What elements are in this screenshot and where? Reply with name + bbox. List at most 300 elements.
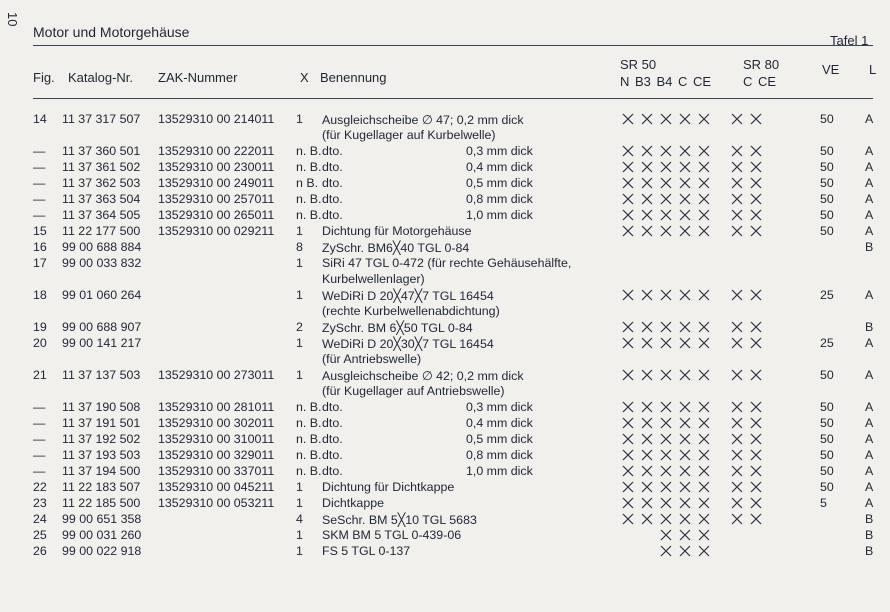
quantity-cell: n. B. [296,192,322,206]
fig-cell: 24 [33,512,47,526]
zak-cell: 13529310 00 265011 [158,208,275,222]
cross-mark-icon [622,321,634,333]
fig-cell: — [33,400,46,414]
katalog-cell: 11 22 177 500 [62,224,141,238]
quantity-cell: 1 [296,112,303,126]
header-x: X [300,70,309,85]
cross-mark-icon [679,337,691,349]
quantity-cell: 1 [296,368,303,382]
quantity-cell: n. B. [296,160,322,174]
cross-mark-icon [660,145,672,157]
cross-mark-icon [641,337,653,349]
top-rule [33,45,873,46]
dimension-cell: 0,5 mm dick [466,176,533,190]
zak-cell: 13529310 00 302011 [158,416,275,430]
quantity-cell: n. B. [296,464,322,478]
fig-cell: 19 [33,320,47,334]
cross-mark-icon [698,417,710,429]
ve-cell: 50 [820,416,834,430]
benennung-continuation: (für Kugellager auf Kurbelwelle) [322,128,496,142]
benennung-cell: ZySchr. BM6╳40 TGL 0-84 [322,241,470,255]
benennung-cell: dto. [322,464,343,478]
tafel-label: Tafel 1 [830,33,869,48]
cross-mark-icon [622,193,634,205]
cross-mark-icon [679,545,691,557]
cross-mark-icon [750,465,762,477]
dimension-cell: 1,0 mm dick [466,464,533,478]
quantity-cell: n. B. [296,208,322,222]
quantity-cell: 1 [296,528,303,542]
header-zak: ZAK-Nummer [158,70,238,85]
cross-mark-icon [750,369,762,381]
cross-mark-icon [731,161,743,173]
fig-cell: — [33,416,46,430]
header-sr80-sub: C CE [743,74,777,89]
quantity-cell: 1 [296,336,303,350]
zak-cell: 13529310 00 214011 [158,112,275,126]
l-cell: B [865,512,874,526]
ve-cell: 50 [820,400,834,414]
dimension-cell: 0,3 mm dick [466,144,533,158]
katalog-cell: 99 00 141 217 [62,336,142,350]
header-katalog: Katalog-Nr. [68,70,134,85]
katalog-cell: 99 00 651 358 [62,512,142,526]
cross-mark-icon [750,145,762,157]
quantity-cell: 1 [296,496,303,510]
cross-mark-icon [641,417,653,429]
cross-mark-icon [731,225,743,237]
l-cell: A [865,448,874,462]
cross-mark-icon [641,289,653,301]
cross-mark-icon [660,481,672,493]
fig-cell: 23 [33,496,47,510]
benennung-cell: dto. [322,192,343,206]
cross-mark-icon [641,465,653,477]
cross-mark-icon [641,433,653,445]
cross-mark-icon [731,513,743,525]
l-cell: A [865,288,874,302]
katalog-cell: 11 22 183 507 [62,480,141,494]
cross-mark-icon [622,161,634,173]
benennung-cell: Ausgleichscheibe ∅ 42; 0,2 mm dick [322,369,524,383]
cross-mark-icon [660,545,672,557]
benennung-cell: Ausgleichscheibe ∅ 47; 0,2 mm dick [322,113,524,127]
cross-mark-icon [641,145,653,157]
fig-cell: — [33,464,46,478]
katalog-cell: 11 37 362 503 [62,176,141,190]
quantity-cell: 1 [296,224,303,238]
cross-mark-icon [750,225,762,237]
cross-mark-icon [750,321,762,333]
cross-mark-icon [698,545,710,557]
zak-cell: 13529310 00 329011 [158,448,275,462]
cross-mark-icon [698,209,710,221]
benennung-cell: dto. [322,208,343,222]
header-fig: Fig. [33,70,55,85]
ve-cell: 50 [820,192,834,206]
quantity-cell: n B. [296,176,319,190]
katalog-cell: 99 00 033 832 [62,256,142,270]
cross-mark-icon [641,401,653,413]
fig-cell: 17 [33,256,47,270]
l-cell: B [865,528,874,542]
fig-cell: 18 [33,288,47,302]
fig-cell: 21 [33,368,47,382]
katalog-cell: 11 37 193 503 [62,448,141,462]
cross-mark-icon [698,225,710,237]
cross-mark-icon [731,337,743,349]
cross-mark-icon [750,337,762,349]
cross-mark-icon [698,369,710,381]
cross-mark-icon [641,497,653,509]
cross-mark-icon [731,369,743,381]
cross-mark-icon [660,497,672,509]
fig-cell: — [33,448,46,462]
quantity-cell: n. B. [296,432,322,446]
l-cell: B [865,544,874,558]
cross-mark-icon [731,321,743,333]
cross-mark-icon [622,337,634,349]
cross-mark-icon [660,465,672,477]
header-benennung: Benennung [320,70,387,85]
cross-mark-icon [698,497,710,509]
fig-cell: — [33,176,46,190]
header-rule [33,98,873,99]
l-cell: A [865,496,874,510]
cross-mark-icon [679,193,691,205]
cross-mark-icon [679,433,691,445]
section-title: Motor und Motorgehäuse [33,24,190,40]
cross-mark-icon [660,417,672,429]
l-cell: A [865,432,874,446]
cross-mark-icon [698,529,710,541]
benennung-cell: SeSchr. BM 5╳10 TGL 5683 [322,513,477,527]
fig-cell: 26 [33,544,47,558]
l-cell: B [865,240,874,254]
cross-mark-icon [641,449,653,461]
katalog-cell: 11 37 364 505 [62,208,141,222]
quantity-cell: 1 [296,288,303,302]
cross-mark-icon [698,289,710,301]
header-sr50: SR 50 [620,57,657,72]
benennung-cell: FS 5 TGL 0-137 [322,544,411,558]
cross-mark-icon [622,209,634,221]
benennung-continuation: (für Kugellager auf Antriebswelle) [322,384,505,398]
cross-mark-icon [660,225,672,237]
benennung-cell: SKM BM 5 TGL 0-439-06 [322,528,462,542]
dimension-cell: 0,3 mm dick [466,400,533,414]
cross-mark-icon [679,289,691,301]
ve-cell: 50 [820,208,834,222]
quantity-cell: 4 [296,512,303,526]
zak-cell: 13529310 00 337011 [158,464,275,478]
cross-mark-icon [622,177,634,189]
fig-cell: 16 [33,240,47,254]
cross-mark-icon [750,161,762,173]
benennung-cell: dto. [322,400,343,414]
fig-cell: 14 [33,112,47,126]
cross-mark-icon [698,449,710,461]
zak-cell: 13529310 00 249011 [158,176,275,190]
cross-mark-icon [660,401,672,413]
cross-mark-icon [622,497,634,509]
katalog-cell: 11 37 192 502 [62,432,141,446]
cross-mark-icon [622,369,634,381]
cross-mark-icon [679,369,691,381]
zak-cell: 13529310 00 257011 [158,192,275,206]
cross-mark-icon [679,529,691,541]
cross-mark-icon [731,113,743,125]
cross-mark-icon [679,513,691,525]
dimension-cell: 0,4 mm dick [466,160,533,174]
cross-mark-icon [698,161,710,173]
benennung-cell: Dichtkappe [322,496,384,510]
quantity-cell: n. B. [296,400,322,414]
cross-mark-icon [698,465,710,477]
cross-mark-icon [731,209,743,221]
zak-cell: 13529310 00 222011 [158,144,275,158]
zak-cell: 13529310 00 310011 [158,432,275,446]
benennung-cell: dto. [322,432,343,446]
zak-cell: 13529310 00 273011 [158,368,275,382]
ve-cell: 50 [820,432,834,446]
cross-mark-icon [679,417,691,429]
cross-mark-icon [622,465,634,477]
cross-mark-icon [622,289,634,301]
katalog-cell: 11 37 191 501 [62,416,141,430]
cross-mark-icon [660,449,672,461]
benennung-cell: Dichtung für Motorgehäuse [322,224,472,238]
zak-cell: 13529310 00 045211 [158,480,275,494]
cross-mark-icon [641,225,653,237]
cross-mark-icon [731,289,743,301]
katalog-cell: 11 37 360 501 [62,144,141,158]
l-cell: B [865,320,874,334]
cross-mark-icon [679,465,691,477]
ve-cell: 50 [820,144,834,158]
cross-mark-icon [641,161,653,173]
cross-mark-icon [750,417,762,429]
cross-mark-icon [679,481,691,493]
cross-mark-icon [660,513,672,525]
katalog-cell: 99 00 031 260 [62,528,142,542]
ve-cell: 50 [820,480,834,494]
ve-cell: 50 [820,464,834,478]
cross-mark-icon [731,177,743,189]
cross-mark-icon [731,145,743,157]
fig-cell: 25 [33,528,47,542]
katalog-cell: 11 37 361 502 [62,160,141,174]
cross-mark-icon [622,513,634,525]
benennung-cell: dto. [322,176,343,190]
ve-cell: 50 [820,224,834,238]
benennung-cell: WeDiRi D 20╳30╳7 TGL 16454 [322,337,494,351]
ve-cell: 50 [820,448,834,462]
zak-cell: 13529310 00 281011 [158,400,275,414]
zak-cell: 13529310 00 230011 [158,160,275,174]
benennung-cell: WeDiRi D 20╳47╳7 TGL 16454 [322,289,494,303]
cross-mark-icon [731,193,743,205]
katalog-cell: 11 37 137 503 [62,368,141,382]
cross-mark-icon [750,209,762,221]
katalog-cell: 11 37 194 500 [62,464,141,478]
l-cell: A [865,336,874,350]
l-cell: A [865,224,874,238]
cross-mark-icon [660,177,672,189]
cross-mark-icon [641,321,653,333]
dimension-cell: 0,8 mm dick [466,192,533,206]
l-cell: A [865,144,874,158]
fig-cell: — [33,192,46,206]
cross-mark-icon [660,433,672,445]
cross-mark-icon [750,289,762,301]
fig-cell: — [33,432,46,446]
cross-mark-icon [660,193,672,205]
ve-cell: 50 [820,368,834,382]
cross-mark-icon [660,161,672,173]
page-number: 10 [5,12,20,27]
quantity-cell: n. B. [296,416,322,430]
cross-mark-icon [641,177,653,189]
cross-mark-icon [698,513,710,525]
fig-cell: — [33,208,46,222]
cross-mark-icon [660,209,672,221]
benennung-cell: Dichtung für Dichtkappe [322,480,455,494]
benennung-continuation: Kurbelwellenlager) [322,272,425,286]
cross-mark-icon [698,177,710,189]
benennung-continuation: (für Antriebswelle) [322,352,422,366]
cross-mark-icon [731,497,743,509]
cross-mark-icon [679,449,691,461]
cross-mark-icon [660,529,672,541]
katalog-cell: 11 37 317 507 [62,112,141,126]
cross-mark-icon [641,481,653,493]
quantity-cell: n. B. [296,144,322,158]
cross-mark-icon [641,193,653,205]
cross-mark-icon [641,513,653,525]
cross-mark-icon [679,401,691,413]
cross-mark-icon [679,161,691,173]
l-cell: A [865,464,874,478]
l-cell: A [865,160,874,174]
ve-cell: 50 [820,176,834,190]
fig-cell: 22 [33,480,47,494]
ve-cell: 5 [820,496,827,510]
cross-mark-icon [679,145,691,157]
cross-mark-icon [622,113,634,125]
quantity-cell: n. B. [296,448,322,462]
header-sr80: SR 80 [743,57,780,72]
cross-mark-icon [660,321,672,333]
cross-mark-icon [641,113,653,125]
cross-mark-icon [660,113,672,125]
cross-mark-icon [622,481,634,493]
l-cell: A [865,368,874,382]
cross-mark-icon [698,193,710,205]
benennung-cell: dto. [322,160,343,174]
l-cell: A [865,112,874,126]
cross-mark-icon [731,433,743,445]
cross-mark-icon [622,433,634,445]
cross-mark-icon [698,321,710,333]
cross-mark-icon [731,465,743,477]
cross-mark-icon [679,209,691,221]
cross-mark-icon [622,449,634,461]
cross-mark-icon [698,113,710,125]
cross-mark-icon [679,113,691,125]
katalog-cell: 11 37 363 504 [62,192,141,206]
ve-cell: 50 [820,160,834,174]
l-cell: A [865,176,874,190]
fig-cell: 15 [33,224,47,238]
cross-mark-icon [622,145,634,157]
cross-mark-icon [660,337,672,349]
cross-mark-icon [731,401,743,413]
cross-mark-icon [750,449,762,461]
katalog-cell: 99 00 688 884 [62,240,142,254]
cross-mark-icon [731,417,743,429]
l-cell: A [865,400,874,414]
cross-mark-icon [750,193,762,205]
cross-mark-icon [698,433,710,445]
quantity-cell: 1 [296,544,303,558]
cross-mark-icon [641,369,653,381]
fig-cell: — [33,144,46,158]
cross-mark-icon [750,113,762,125]
cross-mark-icon [641,209,653,221]
dimension-cell: 0,4 mm dick [466,416,533,430]
benennung-cell: SiRi 47 TGL 0-472 (für rechte Gehäusehälfte, [322,256,572,270]
quantity-cell: 1 [296,256,303,270]
header-ve: VE [822,62,840,77]
cross-mark-icon [698,481,710,493]
cross-mark-icon [679,497,691,509]
fig-cell: 20 [33,336,47,350]
cross-mark-icon [731,449,743,461]
katalog-cell: 99 01 060 264 [62,288,142,302]
l-cell: A [865,208,874,222]
l-cell: A [865,192,874,206]
cross-mark-icon [750,401,762,413]
cross-mark-icon [622,225,634,237]
benennung-cell: dto. [322,448,343,462]
cross-mark-icon [698,145,710,157]
benennung-cell: dto. [322,416,343,430]
cross-mark-icon [679,225,691,237]
zak-cell: 13529310 00 029211 [158,224,275,238]
katalog-cell: 99 00 022 918 [62,544,142,558]
katalog-cell: 11 22 185 500 [62,496,141,510]
cross-mark-icon [750,481,762,493]
cross-mark-icon [679,321,691,333]
ve-cell: 25 [820,288,834,302]
quantity-cell: 8 [296,240,303,254]
cross-mark-icon [698,337,710,349]
benennung-cell: dto. [322,144,343,158]
cross-mark-icon [660,289,672,301]
ve-cell: 50 [820,112,834,126]
cross-mark-icon [750,177,762,189]
cross-mark-icon [622,401,634,413]
katalog-cell: 99 00 688 907 [62,320,142,334]
cross-mark-icon [731,481,743,493]
cross-mark-icon [750,433,762,445]
dimension-cell: 0,5 mm dick [466,432,533,446]
l-cell: A [865,416,874,430]
cross-mark-icon [750,497,762,509]
ve-cell: 25 [820,336,834,350]
zak-cell: 13529310 00 053211 [158,496,275,510]
